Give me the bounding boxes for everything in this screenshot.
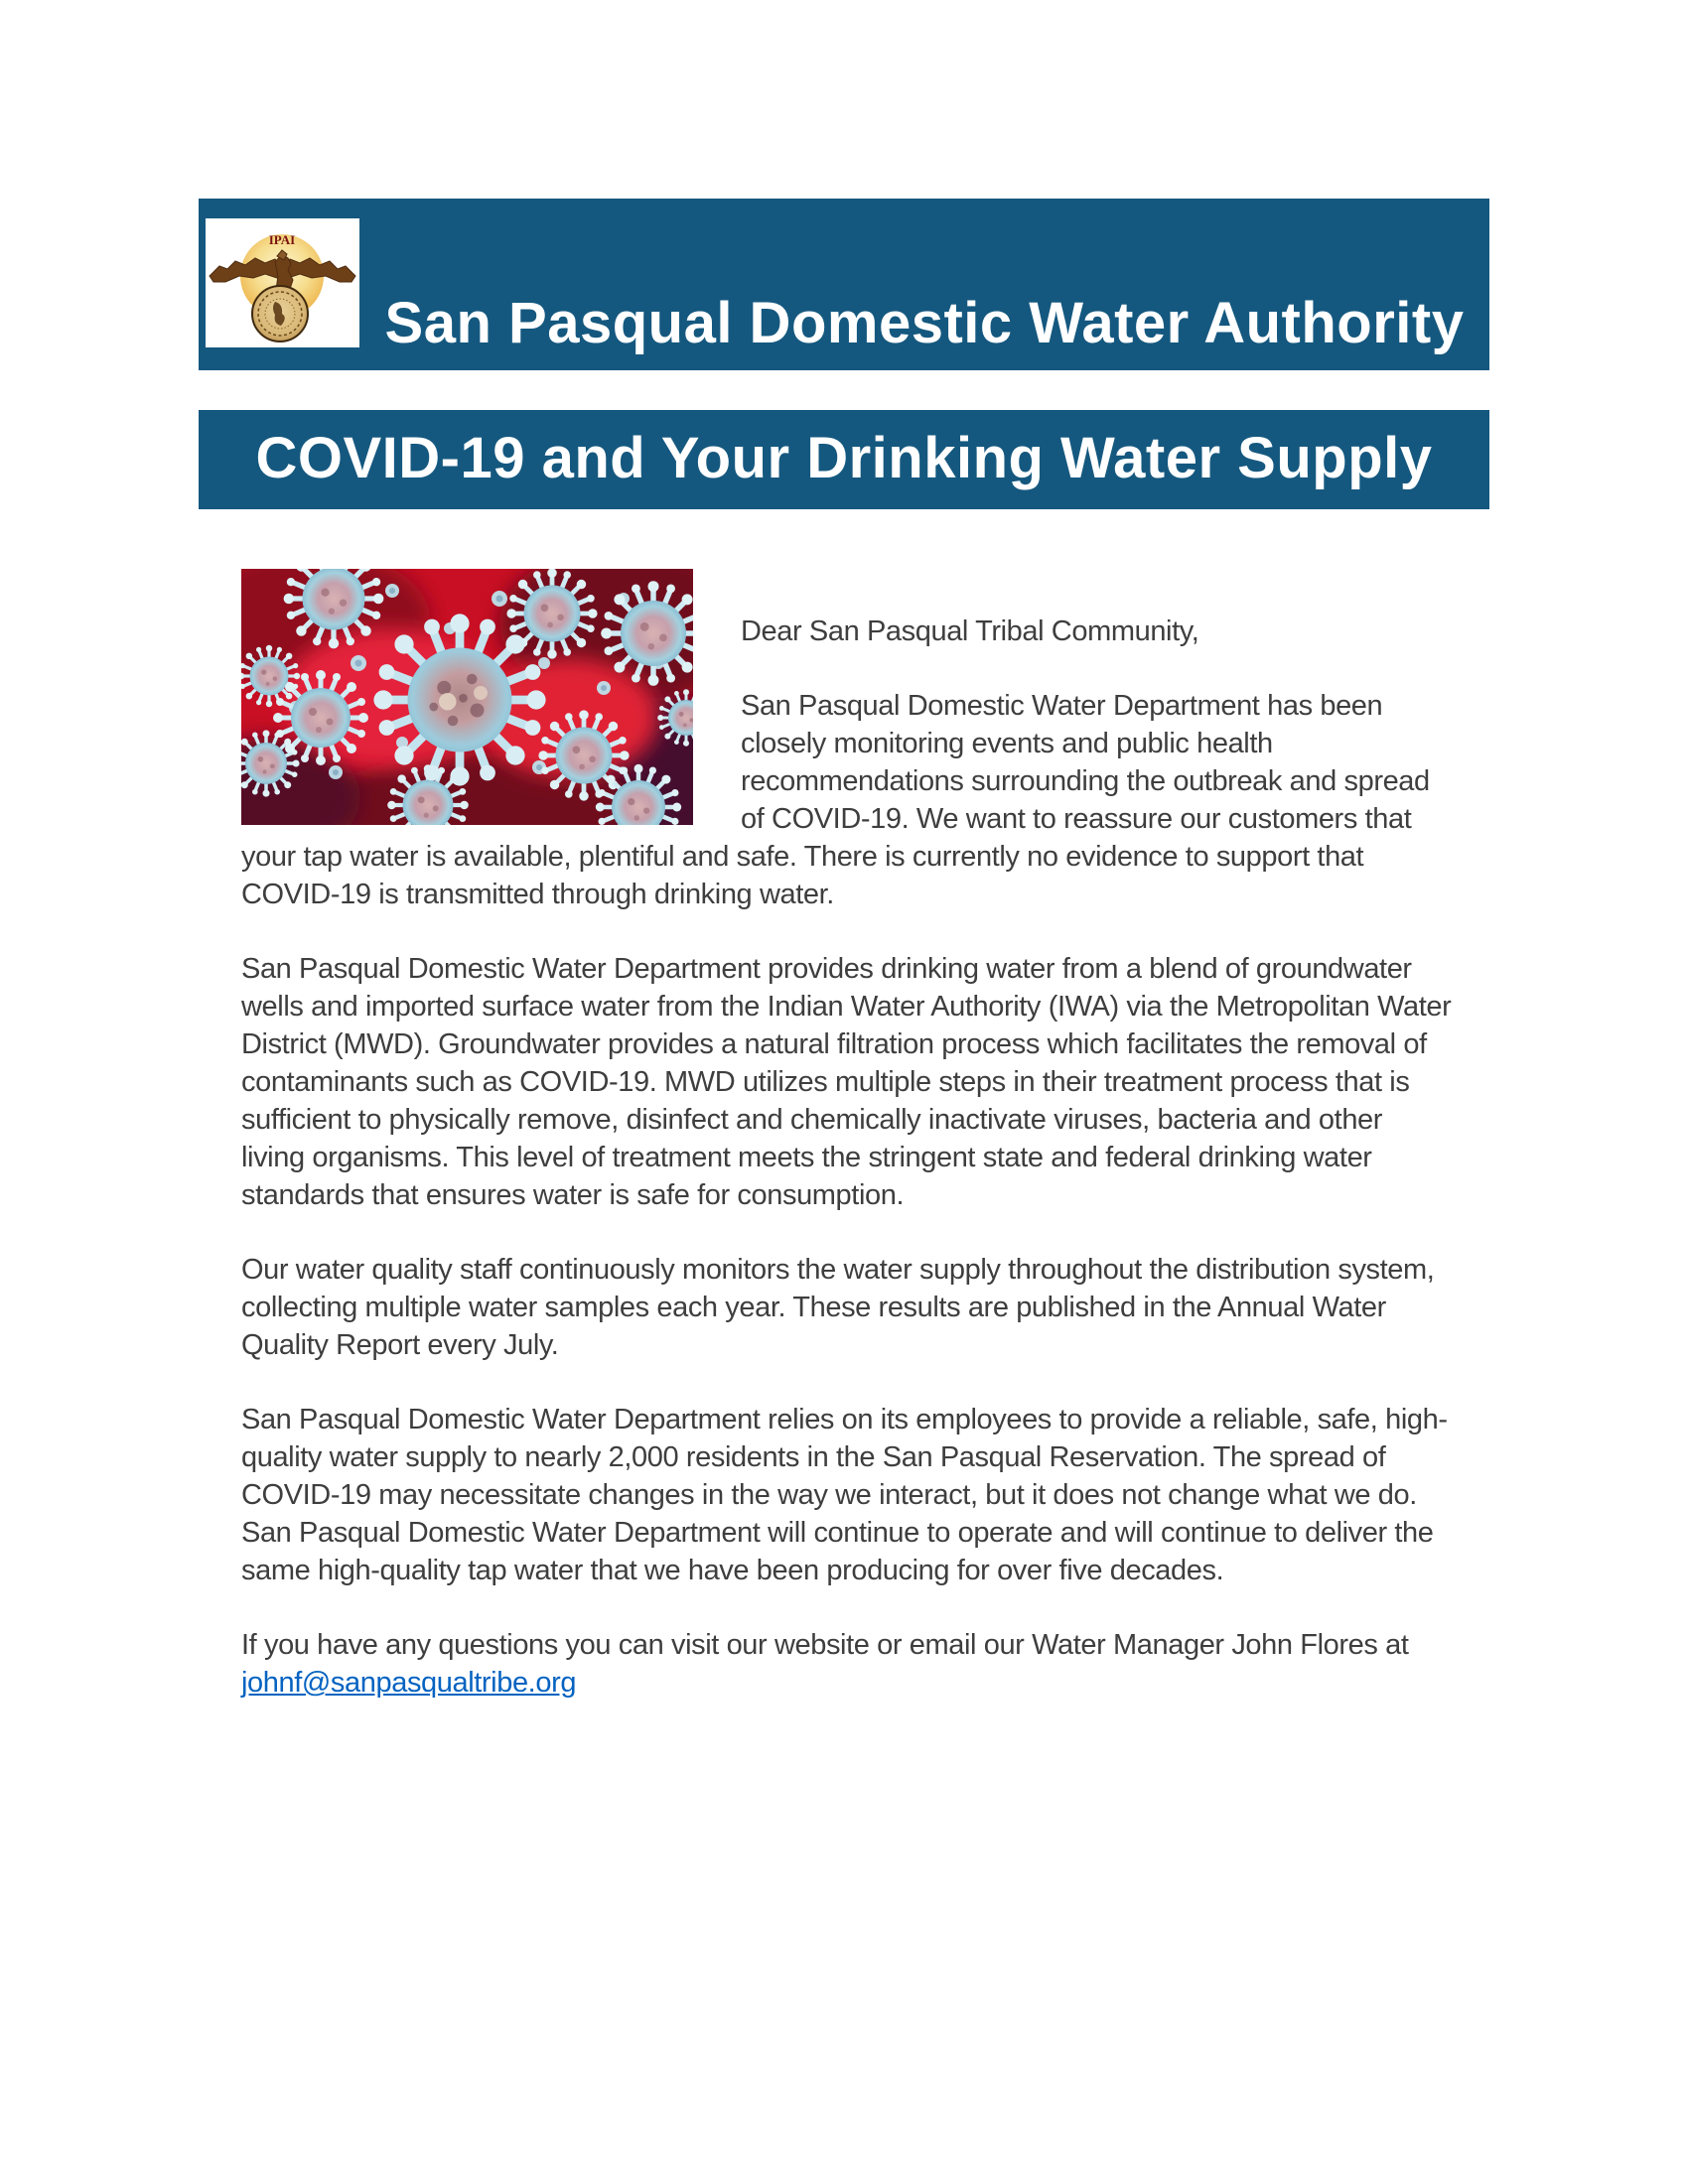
paragraph-employees: San Pasqual Domestic Water Department relies on its employees to provide a reliable, safe, high-quality water supply to nearly 2,000 residents in the San Pasqual Reservation. The spread of COVID-19 may necessitate changes in the way we interact, but it does not change what we do. San Pasqual Domestic Water Department will continue to operate and will continue to deliver the same high-quality tap water that we have been producing for over five decades.: [241, 1404, 1448, 1586]
header-banner: [199, 199, 1489, 370]
logo-acronym: IPAI: [268, 232, 296, 247]
paragraph-water-quality: Our water quality staff continuously monitors the water supply throughout the distribution system, collecting multiple water samples each year. These results are published in the Annual Water Quality Report every July.: [241, 1254, 1435, 1361]
banner-title: COVID-19 and Your Drinking Water Supply: [255, 425, 1433, 490]
email-link[interactable]: johnf@sanpasqualtribe.org: [241, 1667, 577, 1699]
tribal-logo: [206, 218, 359, 347]
header-title: San Pasqual Domestic Water Authority: [384, 291, 1465, 355]
letter-body: [241, 569, 1453, 1738]
salutation-text: Dear San Pasqual Tribal Community,: [741, 615, 1199, 647]
coronavirus-illustration-icon: [241, 569, 693, 825]
covid-banner: [199, 410, 1489, 509]
coronavirus-image: [241, 569, 693, 825]
paragraph-closing: [241, 1626, 1453, 1702]
paragraph-water-sources: San Pasqual Domestic Water Department provides drinking water from a blend of groundwater wells and imported surface water from the Indian Water Authority (IWA) via the Metropolitan Water District (MWD). Groundwater provides a natural filtration process which facilitates the removal of contaminants such as COVID-19. MWD utilizes multiple steps in their treatment process that is sufficient to physically remove, disinfect and chemically inactivate viruses, bacteria and other living organisms. This level of treatment meets the stringent state and federal drinking water standards that ensures water is safe for consumption.: [241, 953, 1452, 1211]
closing-text: If you have any questions you can visit our website or email our Water Manager John Flores at: [241, 1629, 1409, 1661]
eagle-sun-seal-icon: [206, 218, 359, 347]
paragraph-monitoring: San Pasqual Domestic Water Department has been closely monitoring events and public health recommendations surrounding the outbreak and spread of COVID-19. We want to reassure our customers that your tap water is available, plentiful and safe. There is currently no evidence to support that COVID-19 is transmitted through drinking water.: [241, 690, 1430, 910]
